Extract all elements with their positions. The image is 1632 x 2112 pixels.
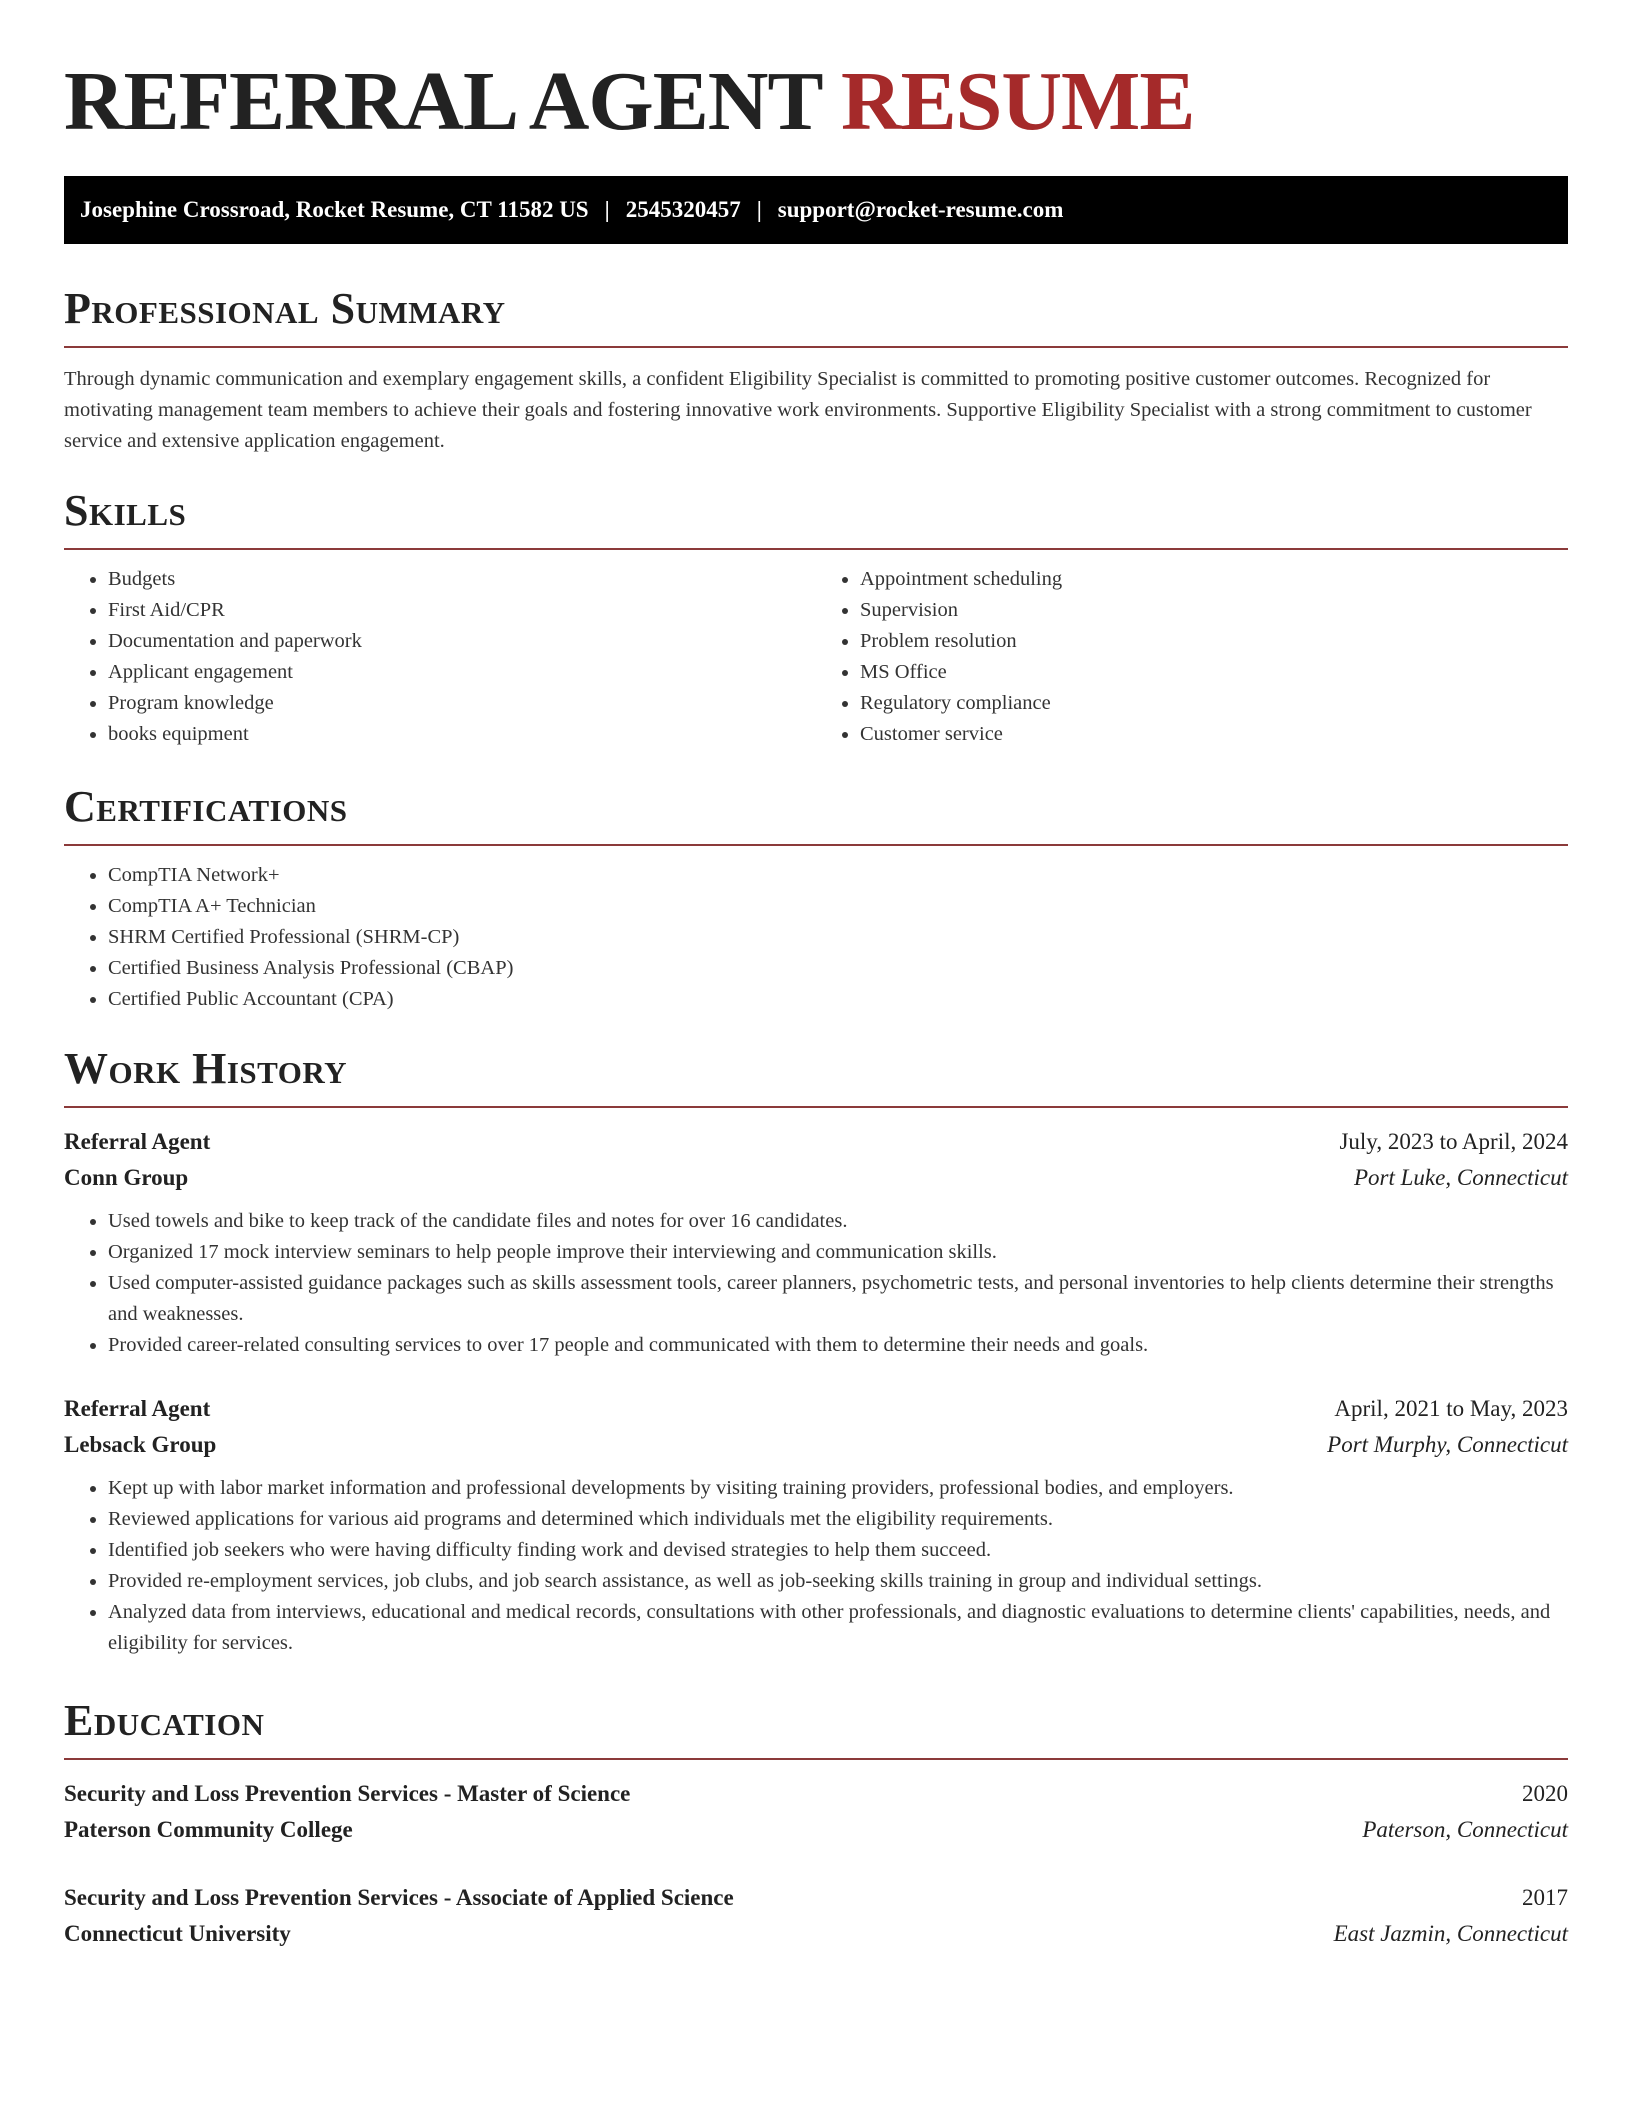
job-bullet: • Provided career-related consulting services to over 17 people and communicated with them to determine their needs and goals.: [108, 1330, 1568, 1361]
skill-item: • Documentation and paperwork: [108, 626, 816, 657]
title-accent: RESUME: [840, 55, 1195, 148]
summary-section: [64, 284, 1568, 457]
resume-title: [64, 52, 1194, 152]
job-bullets: [64, 1206, 1568, 1361]
education-section: [64, 1696, 1568, 1952]
education-degree: Security and Loss Prevention Services - Associate of Applied Science: [64, 1885, 734, 1910]
work-history-section: [64, 1044, 1568, 1659]
skill-item: • Budgets: [108, 564, 816, 595]
section-divider: [64, 844, 1568, 846]
skill-item: • MS Office: [860, 657, 1568, 688]
skill-item: • Customer service: [860, 719, 1568, 750]
skill-item: • Applicant engagement: [108, 657, 816, 688]
job-dates: July, 2023 to April, 2024: [1339, 1129, 1568, 1154]
contact-address: Josephine Crossroad, Rocket Resume, CT 11582 US: [80, 197, 589, 222]
contact-phone: 2545320457: [625, 197, 741, 222]
education-degree: Security and Loss Prevention Services - Master of Science: [64, 1781, 631, 1806]
skill-item: • First Aid/CPR: [108, 595, 816, 626]
section-divider: [64, 1758, 1568, 1760]
job-location: Port Murphy, Connecticut: [1327, 1432, 1568, 1457]
job-bullet: • Reviewed applications for various aid programs and determined which individuals met the eligibility requirements.: [108, 1504, 1568, 1535]
certification-item: • Certified Public Accountant (CPA): [108, 984, 1568, 1015]
job-location: Port Luke, Connecticut: [1354, 1165, 1568, 1190]
summary-heading: Professional Summary: [64, 284, 506, 333]
education-degree-row: [64, 1880, 1568, 1916]
job-title: Referral Agent: [64, 1129, 211, 1154]
skill-item: • Problem resolution: [860, 626, 1568, 657]
contact-separator: |: [756, 197, 762, 222]
skill-item: • Program knowledge: [108, 688, 816, 719]
job-bullet: • Identified job seekers who were having difficulty finding work and devised strategies to help them succeed.: [108, 1535, 1568, 1566]
job-bullet: • Provided re-employment services, job clubs, and job search assistance, as well as job-seeking skills training in group and individual settings.: [108, 1566, 1568, 1597]
job-company: Conn Group: [64, 1165, 189, 1190]
education-school: Connecticut University: [64, 1921, 291, 1946]
contact-separator: |: [604, 197, 610, 222]
contact-bar: [64, 176, 1568, 244]
title-main: REFERRAL AGENT: [64, 55, 821, 148]
job-bullet: • Analyzed data from interviews, educational and medical records, consultations with other professionals, and diagnostic evaluations to determine clients' capabilities, needs, and eligibility for services.: [108, 1597, 1568, 1659]
job-bullet: • Kept up with labor market information and professional developments by visiting training providers, professional bodies, and employers.: [108, 1473, 1568, 1504]
certification-item: • CompTIA Network+: [108, 860, 1568, 891]
skill-item: • Regulatory compliance: [860, 688, 1568, 719]
job-bullet: • Used towels and bike to keep track of the candidate files and notes for over 16 candidates.: [108, 1206, 1568, 1237]
skill-item: • Appointment scheduling: [860, 564, 1568, 595]
job-title: Referral Agent: [64, 1396, 211, 1421]
certifications-section: [64, 782, 1568, 1015]
certification-item: • Certified Business Analysis Professional (CBAP): [108, 953, 1568, 984]
job-company-row: [64, 1160, 1568, 1196]
skill-item: • books equipment: [108, 719, 816, 750]
certifications-list: [64, 860, 1568, 1015]
job-company: Lebsack Group: [64, 1432, 217, 1457]
education-school: Paterson Community College: [64, 1817, 353, 1842]
job-company-row: [64, 1427, 1568, 1463]
education-degree-row: [64, 1776, 1568, 1812]
job-bullet: • Organized 17 mock interview seminars to help people improve their interviewing and communication skills.: [108, 1237, 1568, 1268]
job-entry: [64, 1391, 1568, 1659]
section-divider: [64, 1106, 1568, 1108]
skills-columns: [64, 550, 1568, 750]
certification-item: • SHRM Certified Professional (SHRM-CP): [108, 922, 1568, 953]
job-dates: April, 2021 to May, 2023: [1334, 1396, 1568, 1421]
education-year: 2020: [1522, 1781, 1568, 1806]
education-location: Paterson, Connecticut: [1362, 1817, 1568, 1842]
education-location: East Jazmin, Connecticut: [1333, 1921, 1568, 1946]
certification-item: • CompTIA A+ Technician: [108, 891, 1568, 922]
section-divider: [64, 346, 1568, 348]
skills-list-left: [64, 564, 816, 750]
education-entry: [64, 1880, 1568, 1952]
job-entry: [64, 1124, 1568, 1361]
education-school-row: [64, 1812, 1568, 1848]
skills-list-right: [816, 564, 1568, 750]
education-year: 2017: [1522, 1885, 1568, 1910]
contact-email: support@rocket-resume.com: [777, 197, 1064, 222]
education-school-row: [64, 1916, 1568, 1952]
work-history-heading: Work History: [64, 1044, 348, 1093]
job-header-row: [64, 1124, 1568, 1160]
skills-section: [64, 486, 1568, 750]
job-bullets: [64, 1473, 1568, 1659]
education-entry: [64, 1776, 1568, 1848]
job-header-row: [64, 1391, 1568, 1427]
skill-item: • Supervision: [860, 595, 1568, 626]
job-bullet: • Used computer-assisted guidance packages such as skills assessment tools, career planners, psychometric tests, and personal inventories to help clients determine their strengths and weaknesses.: [108, 1268, 1568, 1330]
certifications-heading: Certifications: [64, 782, 348, 831]
skills-heading: Skills: [64, 486, 187, 535]
education-heading: Education: [64, 1696, 265, 1745]
summary-text: Through dynamic communication and exemplary engagement skills, a confident Eligibility Specialist is committed to promoting positive customer outcomes. Recognized for motivating management team members to achieve their goals and fostering innovative work environments. Supportive Eligibility Specialist with a strong commitment to customer service and extensive application engagement.: [64, 368, 1532, 452]
